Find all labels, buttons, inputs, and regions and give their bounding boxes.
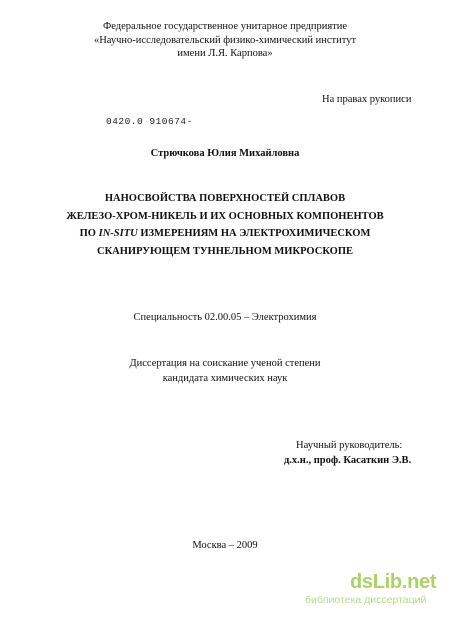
title-line: НАНОСВОЙСТВА ПОВЕРХНОСТЕЙ СПЛАВОВ (104, 193, 346, 204)
title-line-prefix: ПО (79, 228, 99, 239)
degree-line: кандидата химических наук (162, 373, 288, 384)
dissertation-title (0, 190, 450, 260)
title-line: СКАНИРУЮЩЕМ ТУННЕЛЬНОМ МИКРОСКОПЕ (96, 245, 354, 257)
title-line-italic: IN-SITU (98, 228, 138, 239)
advisor-name: д.х.н., проф. Касаткин Э.В. (284, 455, 412, 466)
city-year: Москва – 2009 (192, 540, 258, 551)
organization-line: «Научно-исследовательский физико-химический институт (93, 34, 357, 46)
title-line: ЖЕЛЕЗО-ХРОМ-НИКЕЛЬ И ИХ ОСНОВНЫХ КОМПОНЕНТОВ (66, 210, 384, 222)
watermark-logo: dsLib.net (350, 571, 437, 593)
degree-statement (0, 356, 450, 386)
manuscript-rights-note: На правах рукописи (322, 94, 412, 105)
title-line (0, 225, 450, 243)
watermark-subtitle: библиотека диссертаций (305, 594, 427, 606)
organization-header (0, 20, 450, 61)
title-line-suffix: ИЗМЕРЕНИЯМ НА ЭЛЕКТРОХИМИЧЕСКОМ (137, 228, 371, 239)
degree-line: Диссертация на соискание ученой степени (129, 358, 321, 369)
organization-line: имени Л.Я. Карпова» (177, 48, 273, 59)
organization-line: Федеральное государственное унитарное предприятие (102, 21, 348, 32)
author-name: Стрючкова Юлия Михайловна (150, 148, 300, 159)
advisor-label: Научный руководитель: (296, 440, 403, 451)
specialty-line: Специальность 02.00.05 – Электрохимия (133, 312, 317, 323)
scientific-advisor (284, 438, 412, 468)
library-stamp-number: 0420.0 910674- (106, 116, 193, 127)
